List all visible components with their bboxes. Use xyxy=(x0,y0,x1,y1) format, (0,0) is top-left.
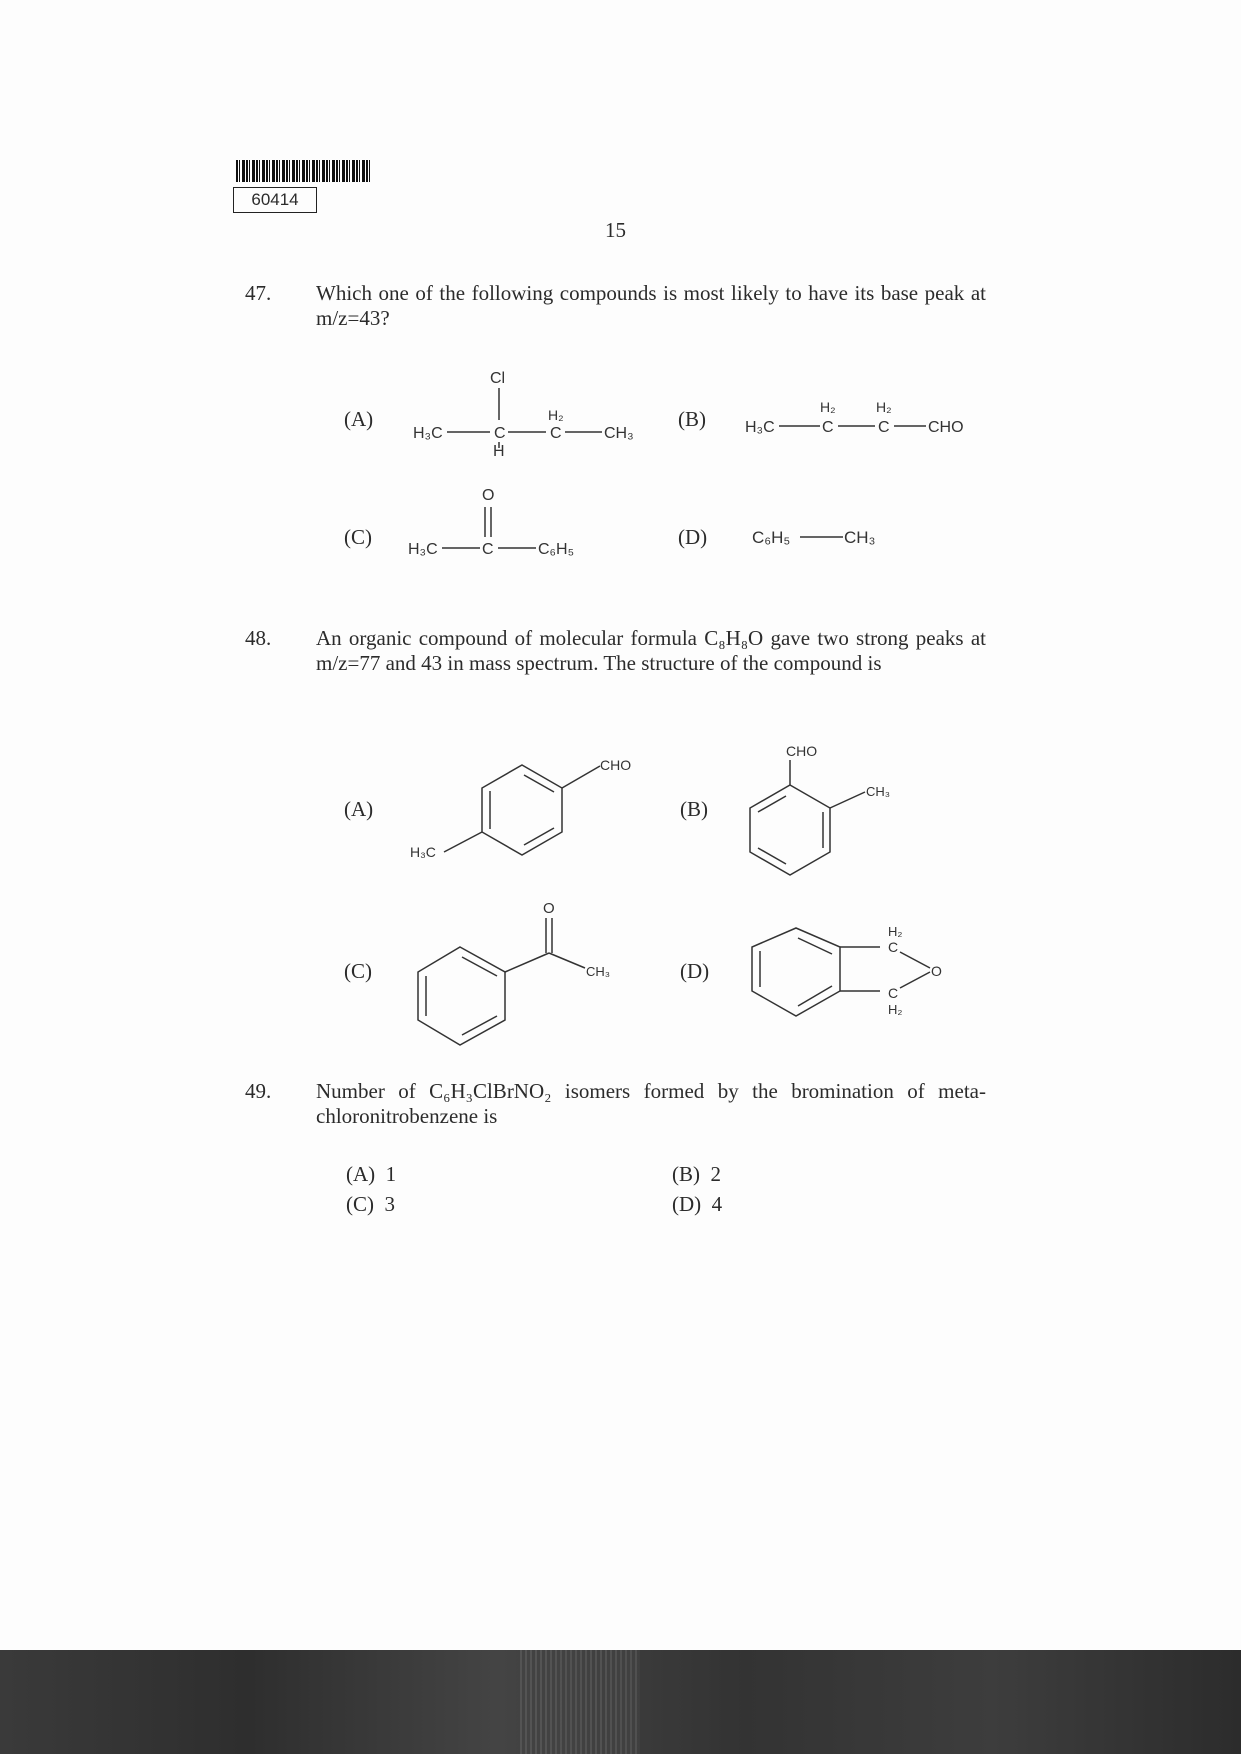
question-text: An organic compound of molecular formula C₈H₈O gave two strong peaks at m/z=77 and 43 in mass spectrum. The structure of the compound is xyxy=(316,626,986,675)
structure-48a xyxy=(410,757,631,860)
atom-label: H₃C xyxy=(745,419,775,436)
atom-label: CH₃ xyxy=(844,528,876,547)
atom-label: C xyxy=(878,419,890,436)
option-value: 4 xyxy=(711,1192,723,1216)
question-text: Number of C₆H₃ClBrNO₂ isomers formed by the bromination of meta-chloronitrobenzene is xyxy=(316,1079,986,1128)
atom-label: CHO xyxy=(600,757,632,773)
atom-label: C₆H₅ xyxy=(538,541,575,558)
atom-label: C xyxy=(550,425,562,442)
question-number: 47. xyxy=(245,281,272,305)
atom-label: H₃C xyxy=(408,541,438,558)
option-label: (D) xyxy=(678,525,708,549)
answer-option xyxy=(672,1162,721,1187)
atom-label: C xyxy=(888,939,899,955)
atom-label: CHO xyxy=(928,419,964,436)
option-label: (B) xyxy=(672,1162,700,1186)
question-text: Which one of the following compounds is most likely to have its base peak at m/z=43? xyxy=(316,281,986,330)
structure-48b xyxy=(750,743,890,875)
atom-label: C xyxy=(482,541,494,558)
structure-47a xyxy=(413,370,634,460)
atom-label: O xyxy=(543,900,555,917)
atom-label: C xyxy=(822,419,834,436)
structure-48c xyxy=(418,900,610,1045)
option-value: 1 xyxy=(385,1162,397,1186)
option-label: (C) xyxy=(346,1192,374,1216)
option-label: (A) xyxy=(346,1162,376,1186)
page-number: 15 xyxy=(605,218,626,242)
atom-label: H₃C xyxy=(413,425,443,442)
answer-option xyxy=(672,1192,722,1217)
atom-label: CH₃ xyxy=(866,784,891,799)
answer-option xyxy=(346,1192,395,1217)
option-label: (B) xyxy=(678,407,706,431)
option-label: (B) xyxy=(680,797,708,821)
option-label: (A) xyxy=(344,797,374,821)
atom-label: H xyxy=(493,443,505,460)
option-label: (D) xyxy=(680,959,710,983)
atom-label: O xyxy=(931,963,942,979)
atom-label: H₂ xyxy=(876,399,892,415)
exam-code: 60414 xyxy=(233,187,317,213)
scan-edge xyxy=(0,1650,1241,1754)
atom-label: CH₃ xyxy=(604,425,634,442)
option-label: (A) xyxy=(344,407,374,431)
answer-option xyxy=(346,1162,396,1187)
option-value: 2 xyxy=(710,1162,721,1186)
atom-label: Cl xyxy=(490,370,506,387)
question-number: 48. xyxy=(245,626,272,650)
structure-47c xyxy=(408,487,574,558)
option-label: (D) xyxy=(672,1192,702,1216)
option-value: 3 xyxy=(384,1192,395,1216)
atom-label: CHO xyxy=(786,743,818,759)
atom-label: H₂ xyxy=(548,407,564,423)
atom-label: H₂ xyxy=(820,399,836,415)
atom-label: C xyxy=(888,985,899,1001)
option-label: (C) xyxy=(344,959,372,983)
atom-label: C xyxy=(494,425,506,442)
structure-47b xyxy=(745,399,964,436)
structure-47d xyxy=(752,528,875,547)
option-label: (C) xyxy=(344,525,372,549)
atom-label: C₆H₅ xyxy=(752,528,791,547)
atom-label: O xyxy=(482,487,495,504)
atom-label: H₃C xyxy=(410,844,436,860)
atom-label: H₂ xyxy=(888,924,903,939)
question-number: 49. xyxy=(245,1079,272,1103)
atom-label: H₂ xyxy=(888,1002,903,1017)
atom-label: CH₃ xyxy=(586,964,611,979)
structure-48d xyxy=(752,924,942,1017)
